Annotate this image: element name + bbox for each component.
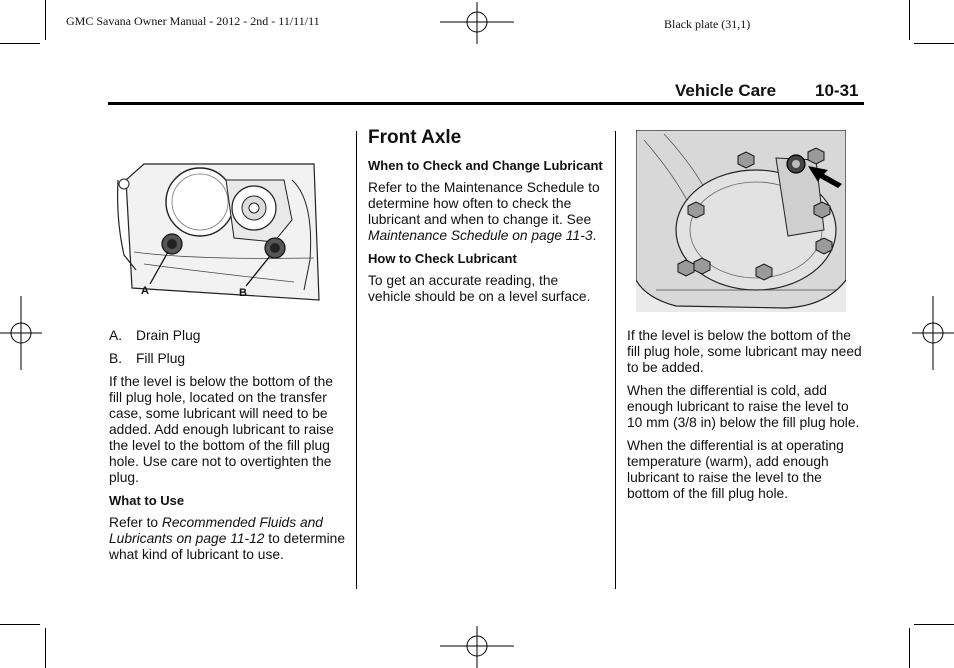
left-column [109, 328, 347, 570]
paragraph: When the differential is at operating temperature (warm), add enough lubricant to raise the level to the bottom of the fill plug hole. [627, 438, 844, 501]
crop-mark [914, 624, 954, 625]
column-divider [615, 131, 616, 589]
plate-info: Black plate (31,1) [664, 17, 751, 31]
header-rule [108, 102, 864, 105]
page-title: Front Axle [368, 127, 462, 148]
paragraph: If the level is below the bottom of the fill plug hole, located on the transfer case, some lubricant will need to be added. Add enough lubricant to raise the level to the bottom of the fill plug hole. Use care not to overtighten the plug. [109, 374, 334, 485]
subheading: When to Check and Change Lubricant [368, 158, 603, 173]
crop-mark [0, 43, 40, 44]
subheading: How to Check Lubricant [368, 251, 517, 266]
column-divider [356, 131, 357, 589]
crop-mark [909, 628, 910, 668]
crop-mark [914, 43, 954, 44]
section-title: Vehicle Care [675, 81, 777, 100]
list-item: A. Drain Plug [109, 328, 201, 343]
page-number: 10-31 [815, 81, 859, 100]
list-item: B. Fill Plug [109, 351, 186, 366]
subheading: What to Use [109, 493, 185, 508]
transfer-case-figure [114, 160, 322, 302]
paragraph: To get an accurate reading, the vehicle should be on a level surface. [368, 273, 591, 304]
front-axle-figure [636, 130, 846, 312]
paragraph: Refer to Recommended Fluids and Lubricants on page 11-12 to determine what kind of lubricant to use. [109, 515, 345, 562]
crop-mark [0, 624, 40, 625]
paragraph: Refer to the Maintenance Schedule to determine how often to check the lubricant and when to change it. See Maintenance Schedule on page 11-3. [368, 180, 600, 243]
doc-info: GMC Savana Owner Manual - 2012 - 2nd - 11/11/11 [66, 14, 320, 28]
crop-mark [909, 0, 910, 40]
registration-mark [0, 296, 42, 370]
crop-mark [45, 628, 46, 668]
paragraph: If the level is below the bottom of the fill plug hole, some lubricant may need to be added. [627, 328, 862, 375]
cross-reference-link[interactable]: Maintenance Schedule on page 11-3 [368, 228, 593, 243]
crop-mark [45, 0, 46, 40]
registration-mark [912, 296, 954, 370]
middle-column [368, 127, 604, 312]
registration-mark [440, 2, 514, 44]
registration-mark [440, 626, 514, 668]
right-column [627, 328, 867, 509]
figure-label-b: B [239, 287, 247, 299]
cross-reference-link[interactable]: Recommended Fluids and Lubricants on page 11-12 [109, 515, 323, 546]
figure-label-a: A [141, 285, 149, 297]
paragraph: When the differential is cold, add enough lubricant to raise the level to 10 mm (3/8 in) below the fill plug hole. [627, 383, 860, 430]
